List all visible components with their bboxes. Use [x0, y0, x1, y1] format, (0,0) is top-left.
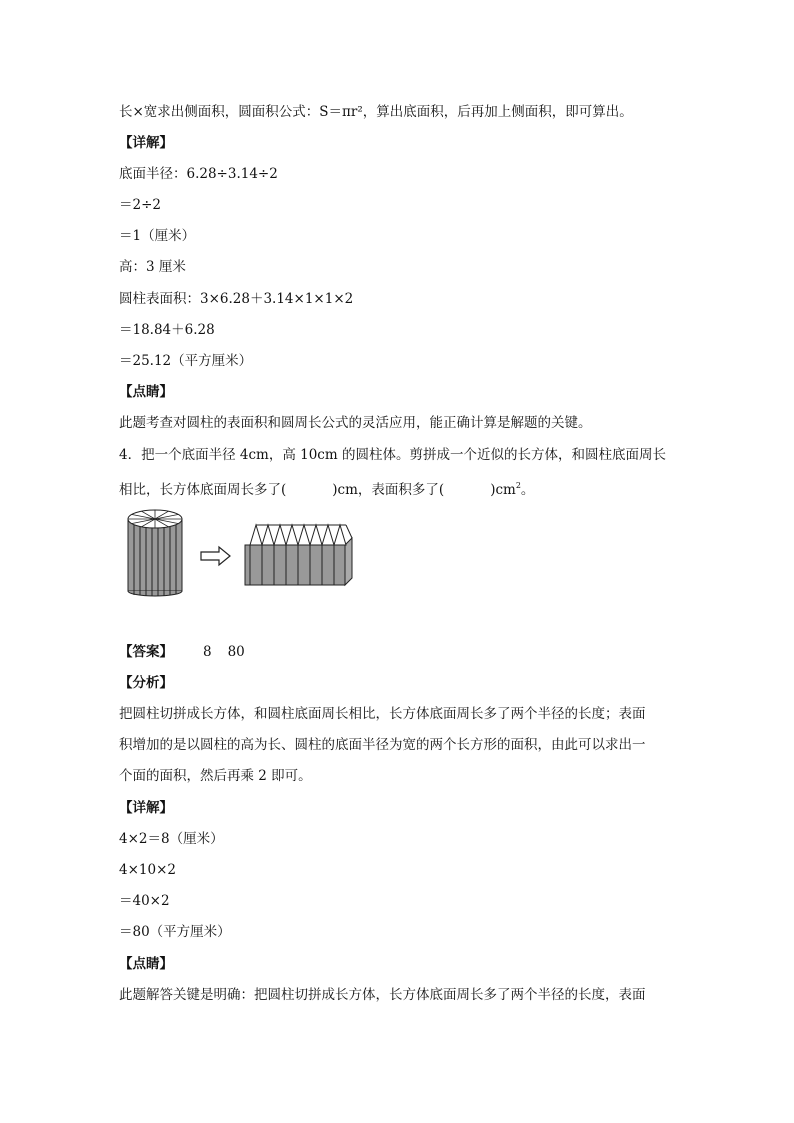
- text-line: 4×10×2: [119, 862, 176, 878]
- cuboid-figure: [245, 525, 352, 585]
- section-heading-analysis: 【分析】: [119, 675, 173, 691]
- question-part: 相比，长方体底面周长多了(: [119, 482, 287, 498]
- section-heading-detail: 【详解】: [119, 800, 173, 816]
- text-line: 高：3 厘米: [119, 259, 186, 275]
- text-line: ＝80（平方厘米）: [119, 924, 231, 940]
- question-part: 。: [520, 482, 535, 498]
- text-line: ＝18.84＋6.28: [119, 322, 215, 338]
- text-line: ＝1（厘米）: [119, 228, 196, 244]
- text-line: ＝40×2: [119, 893, 170, 909]
- text-line: 积增加的是以圆柱的高为长、圆柱的底面半径为宽的两个长方形的面积，由此可以求出一: [119, 737, 646, 753]
- unit-exponent: 2: [515, 481, 521, 490]
- text-line: 长×宽求出侧面积，圆面积公式：S＝πr²，算出底面积，后再加上侧面积，即可算出。: [119, 104, 633, 120]
- question-text: 4．把一个底面半径 4cm，高 10cm 的圆柱体。剪拼成一个近似的长方体，和圆柱底面周长: [119, 447, 666, 463]
- text-line: 4×2＝8（厘米）: [119, 831, 224, 847]
- answer-line: [119, 643, 245, 661]
- text-line: ＝2÷2: [119, 197, 161, 213]
- answer-value: 80: [227, 644, 245, 660]
- section-heading-detail: 【详解】: [119, 135, 173, 151]
- text-line: 此题考查对圆柱的表面积和圆周长公式的灵活应用，能正确计算是解题的关键。: [119, 415, 592, 431]
- text-line: 把圆柱切拼成长方体，和圆柱底面周长相比，长方体底面周长多了两个半径的长度；表面: [119, 706, 646, 722]
- text-line: ＝25.12（平方厘米）: [119, 353, 253, 369]
- cylinder-figure: [128, 510, 182, 596]
- question-part: )cm，表面积多了(: [332, 482, 445, 498]
- section-heading-comment: 【点睛】: [119, 956, 173, 972]
- section-heading-comment: 【点睛】: [119, 384, 173, 400]
- text-line: 个面的面积，然后再乘 2 即可。: [119, 768, 312, 784]
- text-line: 此题解答关键是明确：把圆柱切拼成长方体，长方体底面周长多了两个半径的长度，表面: [119, 987, 646, 1003]
- question-text-blanks: [119, 477, 534, 499]
- text-line: 圆柱表面积：3×6.28＋3.14×1×1×2: [119, 291, 354, 307]
- answer-value: 8: [203, 644, 212, 660]
- cylinder-to-cuboid-figure: [124, 503, 354, 599]
- answer-label: 【答案】: [119, 644, 173, 660]
- question-part: )cm: [490, 482, 516, 498]
- text-line: 底面半径：6.28÷3.14÷2: [119, 166, 278, 182]
- arrow-icon: [201, 547, 230, 565]
